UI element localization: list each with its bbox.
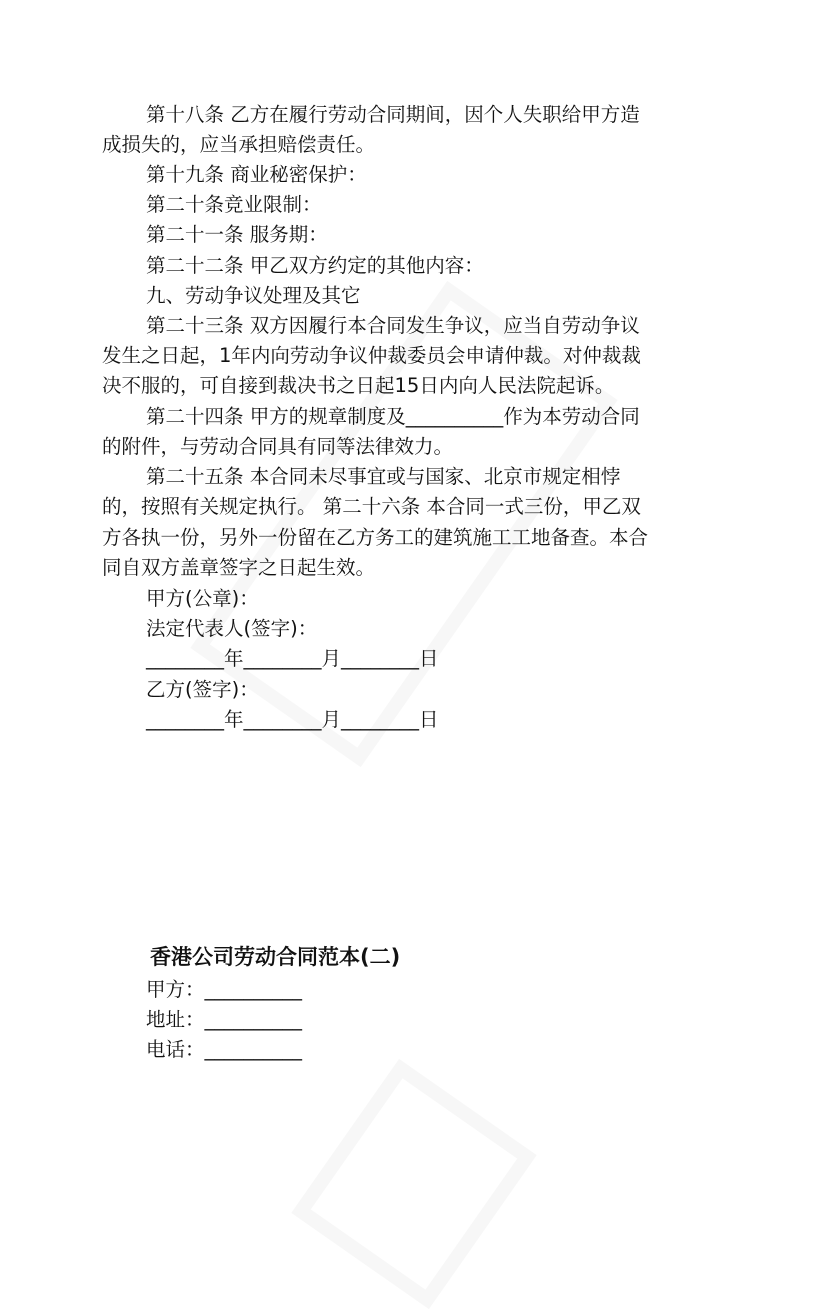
article-21: 第二十一条 服务期：	[146, 223, 328, 246]
party-b-signature: 乙方(签字)：	[146, 678, 259, 701]
section-9-heading: 九、劳动争议处理及其它	[146, 284, 361, 307]
article-23-line: 决不服的，可自接到裁决书之日起15日内向人民法院起诉。	[102, 374, 615, 397]
date-line: ________年________月________日	[146, 708, 439, 731]
watermark	[291, 1059, 536, 1309]
date-line: ________年________月________日	[146, 647, 439, 670]
article-26-line: 方各执一份，另外一份留在乙方务工的建筑施工工地备查。本合	[102, 526, 649, 549]
article-24-line: 第二十四条 甲方的规章制度及__________作为本劳动合同	[146, 405, 640, 428]
party-a-seal: 甲方(公章)：	[146, 587, 259, 610]
article-24-line: 的附件，与劳动合同具有同等法律效力。	[102, 435, 454, 458]
article-25-line: 第二十五条 本合同未尽事宜或与国家、北京市规定相悖	[146, 465, 621, 488]
article-20: 第二十条竞业限制：	[146, 193, 322, 216]
article-25-26-line: 的，按照有关规定执行。 第二十六条 本合同一式三份，甲乙双	[102, 495, 641, 518]
party-a-field: 甲方：__________	[146, 978, 303, 1001]
section-title: 香港公司劳动合同范本(二)	[150, 945, 401, 969]
article-18-line: 成损失的，应当承担赔偿责任。	[102, 133, 376, 156]
article-19: 第十九条 商业秘密保护：	[146, 163, 367, 186]
legal-rep-signature: 法定代表人(签字)：	[146, 617, 318, 640]
article-26-line: 同自双方盖章签字之日起生效。	[102, 556, 376, 579]
article-23-line: 第二十三条 双方因履行本合同发生争议，应当自劳动争议	[146, 314, 640, 337]
phone-field: 电话：__________	[146, 1038, 303, 1061]
address-field: 地址：__________	[146, 1008, 303, 1031]
article-23-line: 发生之日起，1年内向劳动争议仲裁委员会申请仲裁。对仲裁裁	[102, 344, 641, 367]
article-18-line: 第十八条 乙方在履行劳动合同期间，因个人失职给甲方造	[146, 103, 640, 126]
article-22: 第二十二条 甲乙双方约定的其他内容：	[146, 254, 484, 277]
